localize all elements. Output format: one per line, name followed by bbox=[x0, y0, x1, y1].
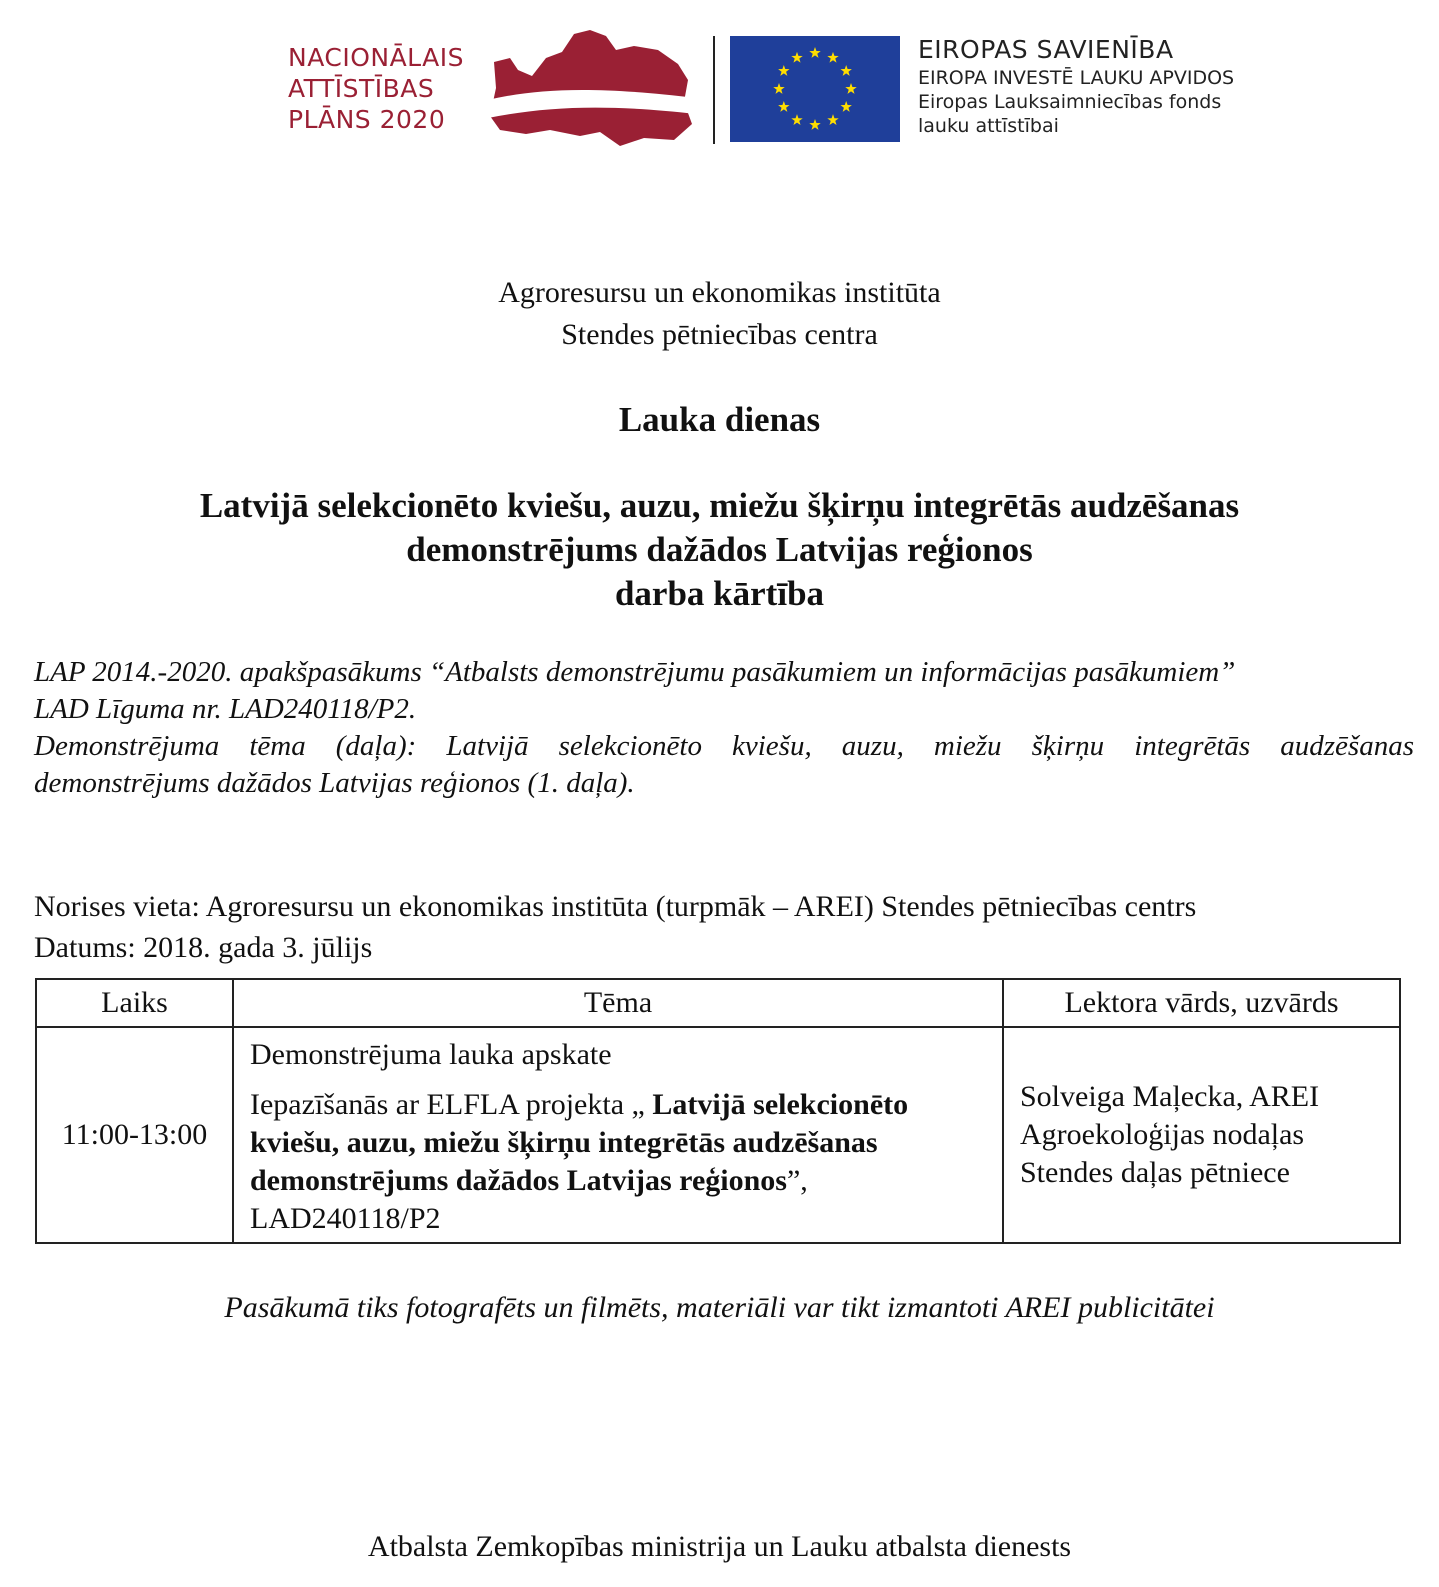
column-header-lecturer: Lektora vārds, uzvārds bbox=[1003, 979, 1400, 1027]
project-name: Latvijā selekcionēto kviešu, auzu, miežu šķirņu integrētās audzēšanas demonstrējums dažādos Latvijas reģionos bbox=[250, 1088, 909, 1197]
time-cell: 11:00-13:00 bbox=[36, 1027, 233, 1243]
nap-logo-line: NACIONĀLAIS bbox=[288, 43, 465, 72]
project-info-line: Demonstrējuma tēma (daļa): Latvijā selekcionēto kviešu, auzu, miežu šķirņu integrētās audzēšanas bbox=[34, 730, 1414, 762]
institution-line: Agroresursu un ekonomikas institūta bbox=[498, 276, 941, 309]
project-info-line: LAP 2014.-2020. apakšpasākums “Atbalsts demonstrējumu pasākumiem un informācijas pasākumiem” bbox=[34, 656, 1236, 688]
eu-logo-line: EIROPA INVESTĒ LAUKU APVIDOS bbox=[918, 67, 1235, 89]
eu-logo-line: Eiropas Lauksaimniecības fonds bbox=[918, 91, 1222, 113]
logo-divider bbox=[713, 36, 715, 144]
topic-intro-text: Iepazīšanās ar ELFLA projekta „ bbox=[250, 1088, 653, 1121]
nap-logo-line: PLĀNS 2020 bbox=[288, 105, 446, 134]
publicity-note: Pasākumā tiks fotografēts un filmēts, materiāli var tikt izmantoti AREI publicitātei bbox=[224, 1291, 1215, 1324]
topic-suffix-text: ”, LAD240118/P2 bbox=[250, 1164, 808, 1235]
schedule-table bbox=[35, 978, 1401, 1244]
eu-logo-line: lauku attīstībai bbox=[918, 115, 1059, 137]
event-title: Lauka dienas bbox=[618, 400, 821, 439]
nap-logo-line: ATTĪSTĪBAS bbox=[288, 74, 435, 103]
column-header-topic: Tēma bbox=[233, 979, 1003, 1027]
project-info-line: LAD Līguma nr. LAD240118/P2. bbox=[34, 693, 417, 725]
table-row bbox=[36, 1027, 1400, 1243]
topic-description bbox=[250, 1086, 988, 1238]
nap2020-logo-text bbox=[288, 42, 478, 135]
venue-block bbox=[34, 886, 1196, 968]
title-line: Latvijā selekcionēto kviešu, auzu, miežu šķirņu integrētās audzēšanas bbox=[199, 486, 1240, 525]
title-line: darba kārtība bbox=[614, 574, 825, 613]
table-header-row bbox=[36, 979, 1400, 1027]
support-statement: Atbalsta Zemkopības ministrija un Lauku atbalsta dienests bbox=[367, 1530, 1072, 1563]
date-text: Datums: 2018. gada 3. jūlijs bbox=[34, 931, 373, 964]
venue-text: Norises vieta: Agroresursu un ekonomikas institūta (turpmāk – AREI) Stendes pētniecības centrs bbox=[34, 890, 1197, 923]
document-title bbox=[0, 484, 1439, 616]
eu-logo-title: EIROPAS SAVIENĪBA bbox=[918, 35, 1174, 64]
institution-line: Stendes pētniecības centra bbox=[561, 318, 878, 351]
lecturer-line: Agroekoloģijas nodaļas bbox=[1020, 1118, 1305, 1151]
lecturer-line: Stendes daļas pētniece bbox=[1020, 1156, 1290, 1189]
project-info-line: demonstrējums dažādos Latvijas reģionos (1. daļa). bbox=[34, 767, 635, 799]
project-info bbox=[34, 654, 1414, 802]
eu-logo-text bbox=[918, 34, 1318, 138]
lecturer-cell bbox=[1003, 1027, 1400, 1243]
topic-cell bbox=[233, 1027, 1003, 1243]
institution-heading bbox=[0, 272, 1439, 356]
eu-flag-icon bbox=[730, 36, 900, 142]
lecturer-line: Solveiga Maļecka, AREI bbox=[1020, 1080, 1320, 1113]
title-line: demonstrējums dažādos Latvijas reģionos bbox=[406, 530, 1033, 569]
topic-line: Demonstrējuma lauka apskate bbox=[250, 1038, 612, 1071]
column-header-time: Laiks bbox=[36, 979, 233, 1027]
latvia-map-icon bbox=[488, 28, 698, 150]
